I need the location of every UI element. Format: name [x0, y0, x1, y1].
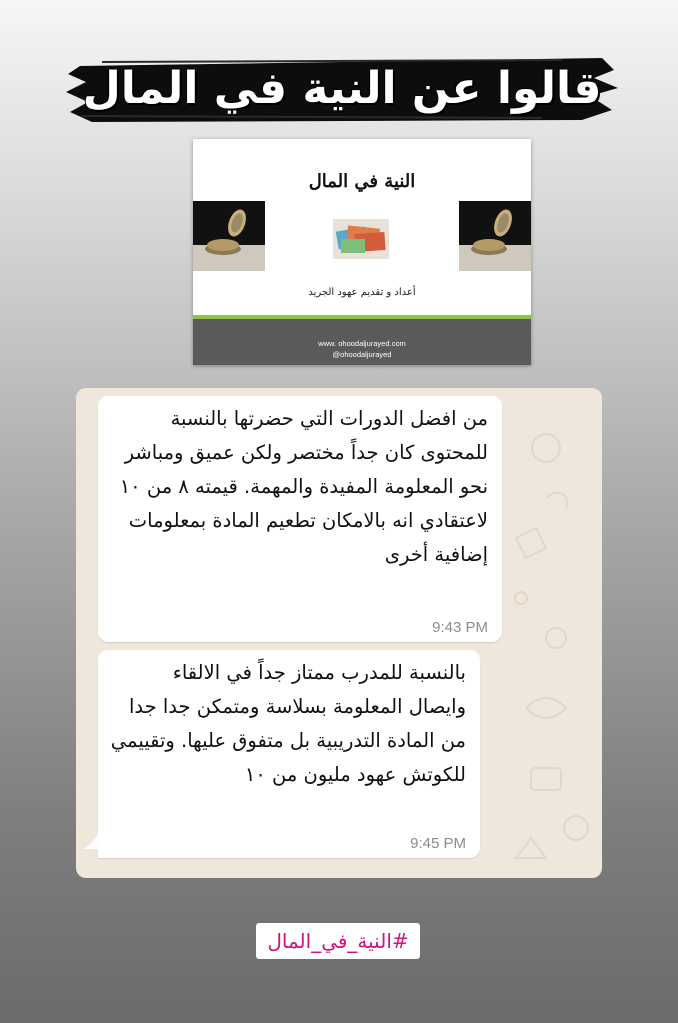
- message-text: بالنسبة للمدرب ممتاز جداً في الالقاء وايصال المعلومة بسلاسة ومتمكن جدا جدا من المادة التدريبية بل متفوق عليها. وتقييمي للكوتش عهود مليون من ١٠: [110, 661, 466, 786]
- hashtag-label[interactable]: #النية_في_المال: [256, 923, 420, 959]
- slide-title: النية في المال: [308, 171, 416, 192]
- coins-image: [193, 201, 265, 271]
- message-timestamp: 9:43 PM: [432, 619, 488, 636]
- slide-author: أعداد و تقديم عهود الجريد: [308, 287, 416, 298]
- page-title: قالوا عن النية في المال: [82, 63, 602, 114]
- coins-image: [459, 201, 531, 271]
- money-banknotes-image: [333, 219, 389, 259]
- slide-website: www. ohoodaljurayed.com: [318, 339, 406, 348]
- chat-screenshot: [76, 388, 602, 878]
- chat-message: [98, 396, 502, 642]
- message-text: من افضل الدورات التي حضرتها بالنسبة للمحتوى كان جداً مختصر ولكن عميق ومباشر نحو المعلومة المفيدة والمهمة. قيمته ٨ من ١٠ لاعتقادي انه بالامكان تطعيم المادة بمعلومات إضافية أخرى: [119, 407, 488, 566]
- chat-message: [98, 650, 480, 858]
- message-timestamp: 9:45 PM: [410, 835, 466, 852]
- course-slide-image: [193, 139, 531, 365]
- slide-footer: [193, 319, 531, 365]
- slide-handle: @ohoodaljurayed: [332, 350, 392, 359]
